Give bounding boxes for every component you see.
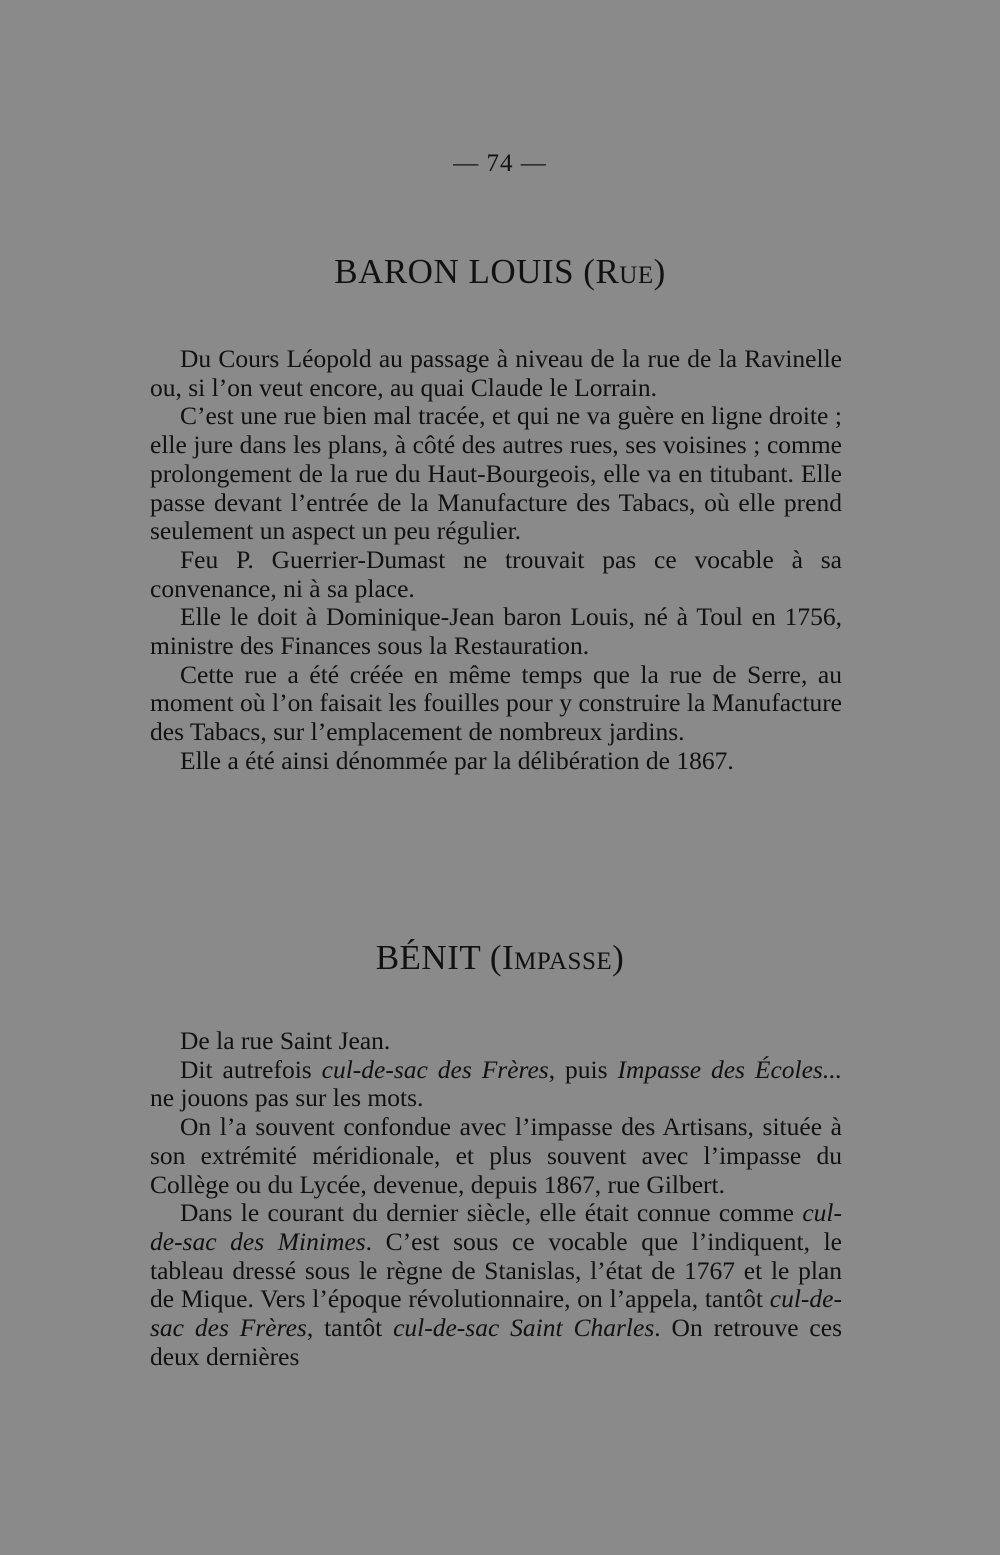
section-body-benit — [150, 1027, 842, 1371]
italic-name: cul-de-sac des Minimes — [150, 1198, 842, 1256]
heading-street-type: (Impasse) — [489, 938, 625, 977]
paragraph: C’est une rue bien mal tracée, et qui ne va guère en ligne droite ; elle jure dans les plans, à côté des autres rues, ses voisines ; comme prolongement de la rue du Haut-Bourgeois, elle va en titubant. Elle passe devant l’entrée de la Manufacture des Tabacs, où elle prend seulement un aspect un peu régulier. — [150, 401, 842, 546]
text-run: ne jouons pas sur les mots. — [150, 1083, 424, 1113]
paragraph: Elle a été ainsi dénommée par la délibération de 1867. — [180, 745, 734, 775]
paragraph: Elle le doit à Dominique-Jean baron Louis, né à Toul en 1756, ministre des Finances sous la Restauration. — [150, 602, 842, 661]
text-run: . C’est sous ce vocable que l’indiquent, le tableau dressé sous le règne de Stanislas, l’état de 1767 et le plan de Mique. Vers l’époque révolutionnaire, on l’appela, tantôt — [150, 1226, 842, 1314]
text-run: , tantôt — [306, 1313, 394, 1343]
paragraph: Du Cours Léopold au passage à niveau de la rue de la Ravinelle ou, si l’on veut encore, au quai Claude le Lorrain. — [150, 344, 842, 402]
italic-name: cul-de-sac des Frères — [321, 1054, 549, 1084]
heading-street-name: BARON LOUIS — [334, 252, 575, 291]
paragraph: Cette rue a été créée en même temps que la rue de Serre, au moment où l’on faisait les fouilles pour y construire la Manufacture des Tabacs, sur l’emplacement de nombreux jardins. — [150, 659, 842, 747]
text-run: Dit autrefois — [180, 1054, 322, 1084]
paragraph: Feu P. Guerrier-Dumast ne trouvait pas ce vocable à sa convenance, ni à sa place. — [150, 544, 842, 603]
italic-name: Impasse des Écoles... — [617, 1054, 842, 1084]
section-heading-baron-louis — [0, 252, 1000, 292]
text-run: . On retrouve ces deux dernières — [150, 1313, 842, 1371]
italic-name: cul-de-sac Saint Charles — [393, 1313, 655, 1343]
heading-street-name: BÉNIT — [375, 938, 481, 977]
heading-street-type: (Rue) — [583, 252, 666, 291]
section-heading-benit — [0, 938, 1000, 978]
paragraph — [150, 1056, 842, 1113]
text-run: Dans le courant du dernier siècle, elle était connue comme — [180, 1198, 803, 1228]
paragraph: On l’a souvent confondue avec l’impasse des Artisans, située à son extrémité méridionale, et plus souvent avec l’impasse du Collège ou du Lycée, devenue, depuis 1867, rue Gilbert. — [150, 1112, 842, 1199]
paragraph: De la rue Saint Jean. — [180, 1026, 391, 1055]
paragraph — [150, 1199, 842, 1371]
text-run: , puis — [548, 1054, 618, 1084]
page-number: — 74 — — [453, 150, 547, 177]
section-body-baron-louis — [150, 345, 842, 776]
italic-name: cul-de-sac des Frères — [150, 1284, 842, 1343]
